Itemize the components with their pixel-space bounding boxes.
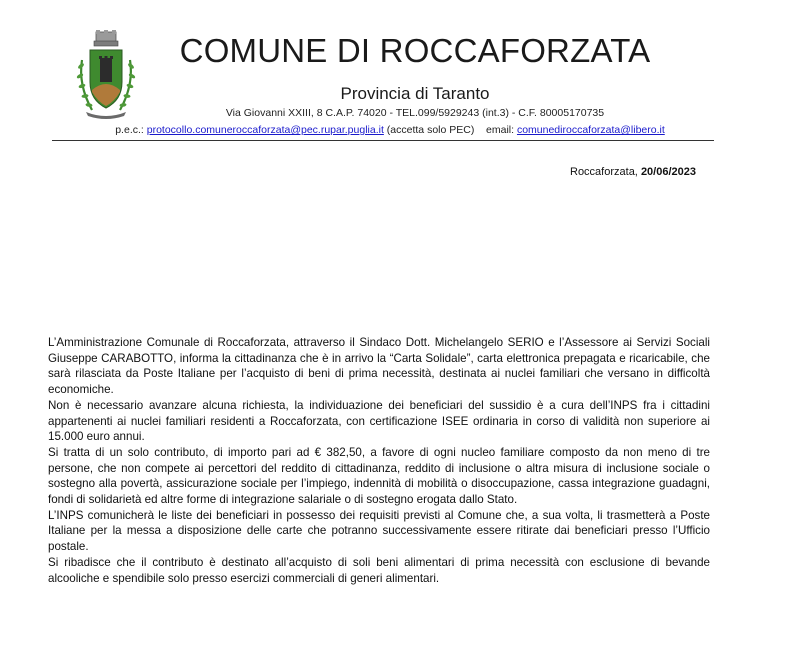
body-paragraph: L’Amministrazione Comunale di Roccaforzata, attraverso il Sindaco Dott. Michelangelo SERIO e l’Assessore ai Servizi Sociali Giuseppe CARABOTTO, informa la cittadinanza che è in arrivo la “Carta Solidale”, carta elettronica prepagata e ricaricabile, che sarà rilasciata da Poste Italiane per l’acquisto di beni di prima necessità, destinata ai nuclei familiari che versano in difficoltà economiche. xyxy=(48,336,710,397)
email-link[interactable]: comunediroccaforzata@libero.it xyxy=(516,124,665,136)
dateline xyxy=(570,165,696,179)
contact-line xyxy=(40,124,740,137)
dateline-place: Roccaforzata, xyxy=(570,166,638,178)
dateline-date: 20/06/2023 xyxy=(640,166,696,178)
pec-label: p.e.c.: xyxy=(115,124,144,136)
pec-note: (accetta solo PEC) xyxy=(386,124,475,136)
email-label: email: xyxy=(486,124,515,136)
header-divider xyxy=(52,140,714,141)
municipality-title: COMUNE DI ROCCAFORZATA xyxy=(179,32,651,69)
body-paragraph: Si tratta di un solo contributo, di importo pari ad € 382,50, a favore di ogni nucleo familiare composto da non meno di tre persone, che non compete ai percettori del reddito di cittadinanza, reddito di inclusione o altra misura di inclusione sociale o sostegno alla povertà, assicurazione sociale per l’impiego, indennità di mobilità o disoccupazione, cassa integrazione guadagni, fondi di solidarietà ed altre forme di integrazione salariale o di sostegno erogata dallo Stato. xyxy=(48,445,710,507)
pec-email-link[interactable]: protocollo.comuneroccaforzata@pec.rupar.puglia.it xyxy=(146,124,384,136)
body-paragraph: Si ribadisce che il contributo è destinato all’acquisto di soli beni alimentari di prima necessità con esclusione di bevande alcooliche e spendibile solo presso esercizi commerciali di generi alimentari. xyxy=(48,555,710,585)
municipal-coat-of-arms-icon xyxy=(76,30,136,122)
notice-body xyxy=(48,335,710,586)
province-name: Provincia di Taranto xyxy=(340,84,490,103)
body-paragraph: Non è necessario avanzare alcuna richiesta, la individuazione dei beneficiari del sussidio è a cura dell’INPS fra i cittadini appartenenti ai nuclei familiari residenti a Roccaforzata, con certificazione ISEE ordinaria in corso di validità non superiore ai 15.000 euro annui. xyxy=(48,398,710,444)
body-paragraph: L’INPS comunicherà le liste dei beneficiari in possesso dei requisiti previsti al Comune che, a sua volta, li trasmetterà a Poste Italiane per la messa a disposizione delle carte che potranno successivamente essere ritirate dai beneficiari presso l’Ufficio postale. xyxy=(48,508,710,554)
municipality-address: Via Giovanni XXIII, 8 C.A.P. 74020 - TEL.099/5929243 (int.3) - C.F. 80005170735 xyxy=(225,107,605,119)
